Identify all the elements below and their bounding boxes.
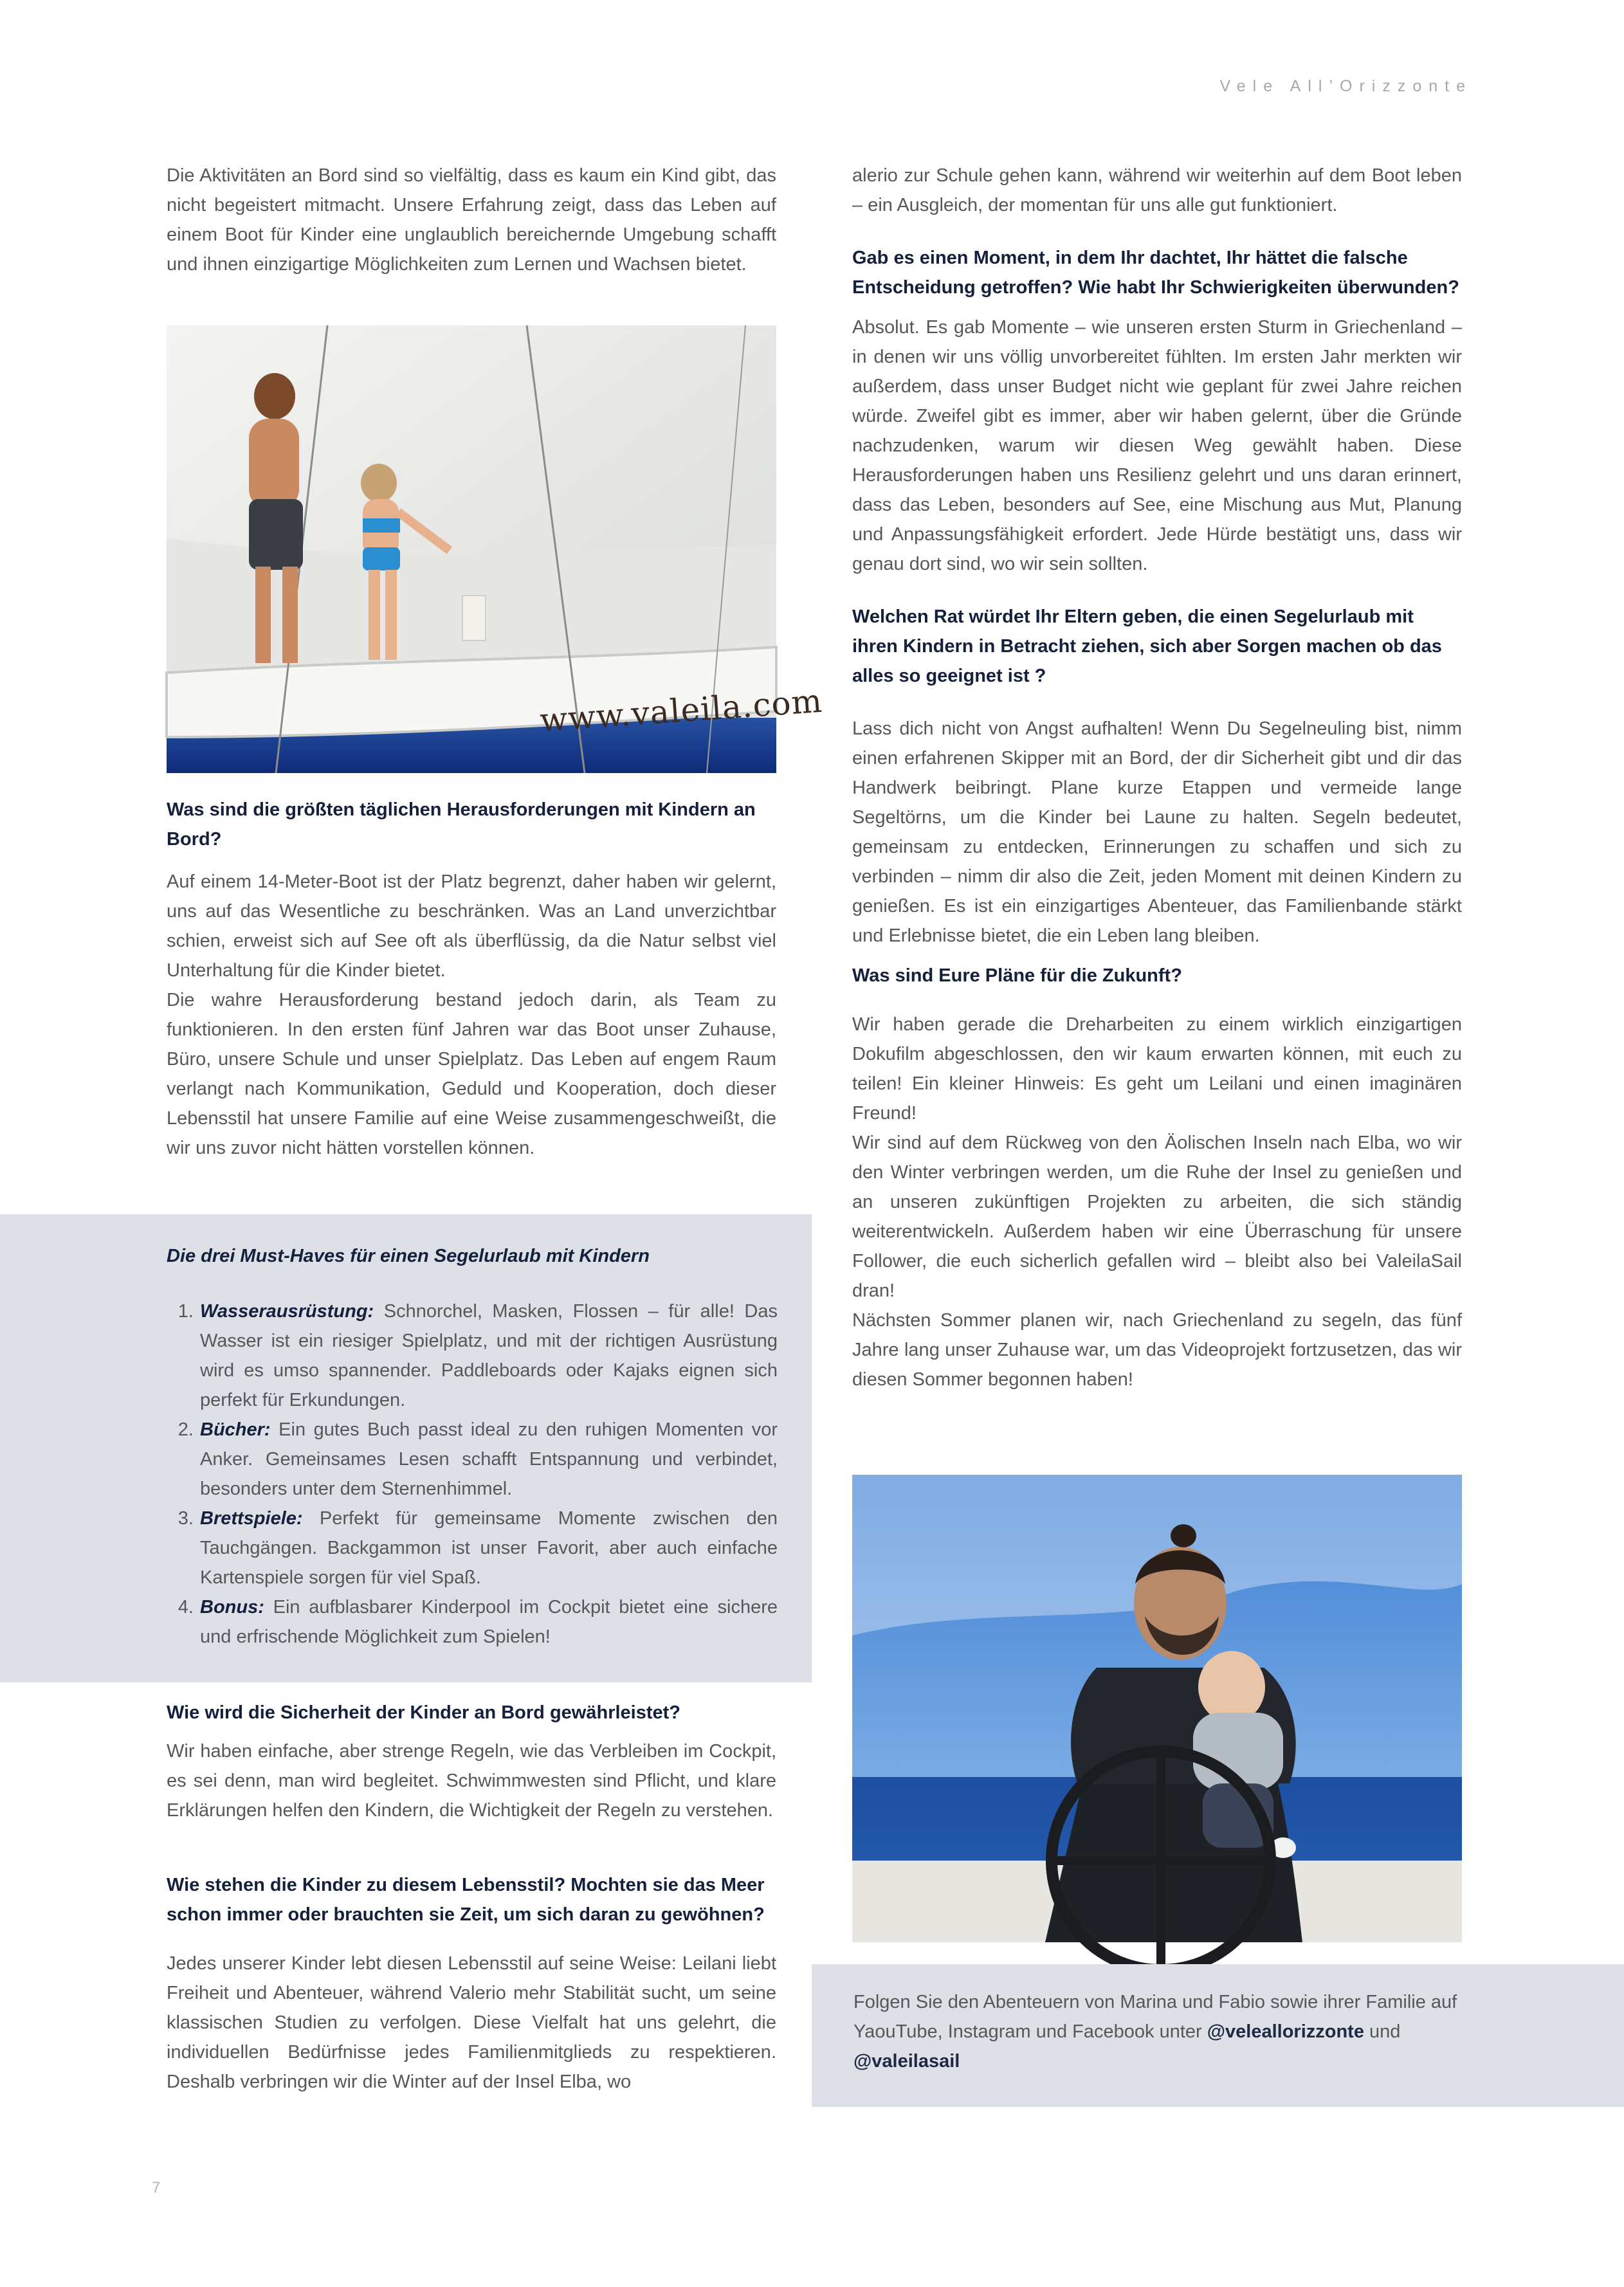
right-top-section [852, 161, 1462, 1394]
question-heading: Welchen Rat würdet Ihr Eltern geben, die einen Segelurlaub mit ihren Kindern in Betracht ziehen, sich aber Sorgen machen ob das alles so geeignet ist ? [852, 606, 1442, 686]
q2-section [167, 1698, 776, 1825]
answer-paragraph: Absolut. Es gab Momente – wie unseren ersten Sturm in Griechenland – in denen wir uns völlig unvorbereitet fühlten. Im ersten Jahr merkten wir außerdem, dass unser Budget nicht wie geplant für zwei Jahre reichen würde. Zweifel gibt es immer, aber wir haben gelernt, über die Gründe nachzudenken, warum wir diesen Weg gewählt haben. Diese Herausforderungen haben uns Resilienz gelehrt und uns daran erinnert, dass das Leben, besonders auf See, eine Mischung aus Mut, Planung und Anpassungsfähigkeit erfordert. Jede Hürde bestätigt uns, dass wir genau dort sind, wo wir sein sollten. [852, 317, 1462, 574]
follow-box [812, 1964, 1624, 2107]
answer-paragraph: Lass dich nicht von Angst aufhalten! Wenn Du Segelneuling bist, nimm einen erfahrenen Skipper mit an Bord, der dir Sicherheit gibt und dir das Handwerk beibringt. Plane kurze Etappen und vermeide lange Segeltörns, um die Kinder bei Laune zu halten. Segeln bedeutet, gemeinsam zu entdecken, Erinnerungen zu schaffen und sich zu verbinden – nimm dir also die Zeit, jeden Moment mit deinen Kindern zu genießen. Es ist ein einzigartiges Abenteuer, das Familienbande stärkt und Erlebnisse bietet, die ein Leben lang bleiben. [852, 718, 1462, 946]
handle-veleallorizzonte: @veleallorizzonte [1207, 2021, 1364, 2042]
q1-section [167, 795, 776, 1163]
q3-section [167, 1870, 776, 2097]
kids-on-sail-photo [167, 325, 824, 773]
answer-paragraph: Auf einem 14-Meter-Boot ist der Platz begrenzt, daher haben wir gelernt, uns auf das Wesentliche zu beschränken. Was an Land unverzichtbar schien, erweist sich auf See oft als überflüssig, da die Natur selbst viel Unterhaltung für die Kinder bietet. [167, 871, 776, 981]
intro-paragraph: Die Aktivitäten an Bord sind so vielfältig, dass es kaum ein Kind gibt, das nicht begeistert mitmacht. Unsere Erfahrung zeigt, dass das Leben auf einem Boot für Kinder eine unglaublich bereichernde Umgebung schafft und ihnen einzigartige Möglichkeiten zum Lernen und Wachsen bietet. [167, 165, 776, 275]
list-item: 2. Bücher: Ein gutes Buch passt ideal zu den ruhigen Momenten vor Anker. Gemeinsames Lesen schafft Entspannung und verbindet, besonders unter dem Sternenhimmel. [199, 1415, 778, 1504]
question-heading: Was sind die größten täglichen Herausforderungen mit Kindern an Bord? [167, 799, 756, 850]
magazine-title: Vele All’Orizzonte [1219, 77, 1472, 95]
question-heading: Was sind Eure Pläne für die Zukunft? [852, 965, 1182, 986]
left-intro [167, 161, 776, 279]
list-item: 3. Brettspiele: Perfekt für gemeinsame Momente zwischen den Tauchgängen. Backgammon ist unser Favorit, aber auch einfache Kartenspiele sorgen für viel Spaß. [199, 1504, 778, 1592]
must-haves-title: Die drei Must-Haves für einen Segelurlaub mit Kindern [167, 1246, 650, 1266]
answer-paragraph: Wir haben gerade die Dreharbeiten zu einem wirklich einzigartigen Dokufilm abgeschlossen, den wir kaum erwarten können, mit euch zu teilen! Ein kleiner Hinweis: Es geht um Leilani und einen imaginären Freund! [852, 1014, 1462, 1124]
list-item: 4. Bonus: Ein aufblasbarer Kinderpool im Cockpit bietet eine sichere und erfrischende Möglichkeit zum Spielen! [199, 1592, 778, 1652]
page-number: 7 [152, 2179, 161, 2196]
handle-valeilasail: @valeilasail [853, 2051, 960, 2072]
father-baby-helm-photo [852, 1475, 1462, 1942]
father-baby-illustration [852, 1475, 1462, 1942]
answer-paragraph: Jedes unserer Kinder lebt diesen Lebensstil auf seine Weise: Leilani liebt Freiheit und Abenteuer, während Valerio mehr Stabilität sucht, um seine klassischen Studien zu verfolgen. Diese Vielfalt hat uns gelehrt, die individuellen Bedürfnisse jedes Familienmitglieds zu respektieren. Deshalb verbringen wir die Winter auf der Insel Elba, wo [167, 1953, 776, 2092]
answer-paragraph: Wir sind auf dem Rückweg von den Äolischen Inseln nach Elba, wo wir den Winter verbringen werden, um die Ruhe der Insel zu genießen und an unseren zukünftigen Projekten zu arbeiten, die sich ständig weiterentwickeln. Außerdem haben wir eine Überraschung für unsere Follower, die euch sicherlich gefallen wird – bleibt also bei ValeilaSail dran! [852, 1133, 1462, 1301]
question-heading: Gab es einen Moment, in dem Ihr dachtet, Ihr hättet die falsche Entscheidung getroffen? Wie habt Ihr Schwierigkeiten überwunden? [852, 248, 1459, 298]
answer-paragraph: Nächsten Sommer planen wir, nach Griechenland zu segeln, das fünf Jahre lang unser Zuhause war, um das Videoprojekt fortzusetzen, das wir diesen Sommer begonnen haben! [852, 1310, 1462, 1390]
question-heading: Wie wird die Sicherheit der Kinder an Bord gewährleistet? [167, 1702, 681, 1723]
continuation-paragraph: alerio zur Schule gehen kann, während wir weiterhin auf dem Boot leben – ein Ausgleich, der momentan für uns alle gut funktioniert. [852, 165, 1462, 215]
answer-paragraph: Die wahre Herausforderung bestand jedoch darin, als Team zu funktionieren. In den ersten fünf Jahren war das Boot unser Zuhause, Büro, unsere Schule und unser Spielplatz. Das Leben auf engem Raum verlangt nach Kommunikation, Geduld und Kooperation, doch dieser Lebensstil hat unsere Familie auf eine Weise zusammengeschweißt, die wir uns zuvor nicht hätten vorstellen können. [167, 990, 776, 1158]
photo-watermark: www.valeila.com [538, 682, 824, 740]
answer-paragraph: Wir haben einfache, aber strenge Regeln, wie das Verbleiben im Cockpit, es sei denn, man wird begleitet. Schwimmwesten sind Pflicht, und klare Erklärungen helfen den Kindern, die Wichtigkeit der Regeln zu verstehen. [167, 1741, 776, 1821]
must-haves-list [167, 1297, 778, 1652]
must-haves-box [0, 1214, 812, 1682]
question-heading: Wie stehen die Kinder zu diesem Lebensstil? Mochten sie das Meer schon immer oder brauchten sie Zeit, um sich daran zu gewöhnen? [167, 1875, 765, 1925]
follow-text: Folgen Sie den Abenteuern von Marina und Fabio sowie ihrer Familie auf YaouTube, Instagram und Facebook unter @veleallorizzonte und @valeilasail [853, 1992, 1457, 2072]
list-item: 1. Wasserausrüstung: Schnorchel, Masken, Flossen – für alle! Das Wasser ist ein riesiger Spielplatz, und mit der richtigen Ausrüstung wird es umso spannender. Paddleboards oder Kajaks eignen sich perfekt für Erkundungen. [199, 1297, 778, 1415]
